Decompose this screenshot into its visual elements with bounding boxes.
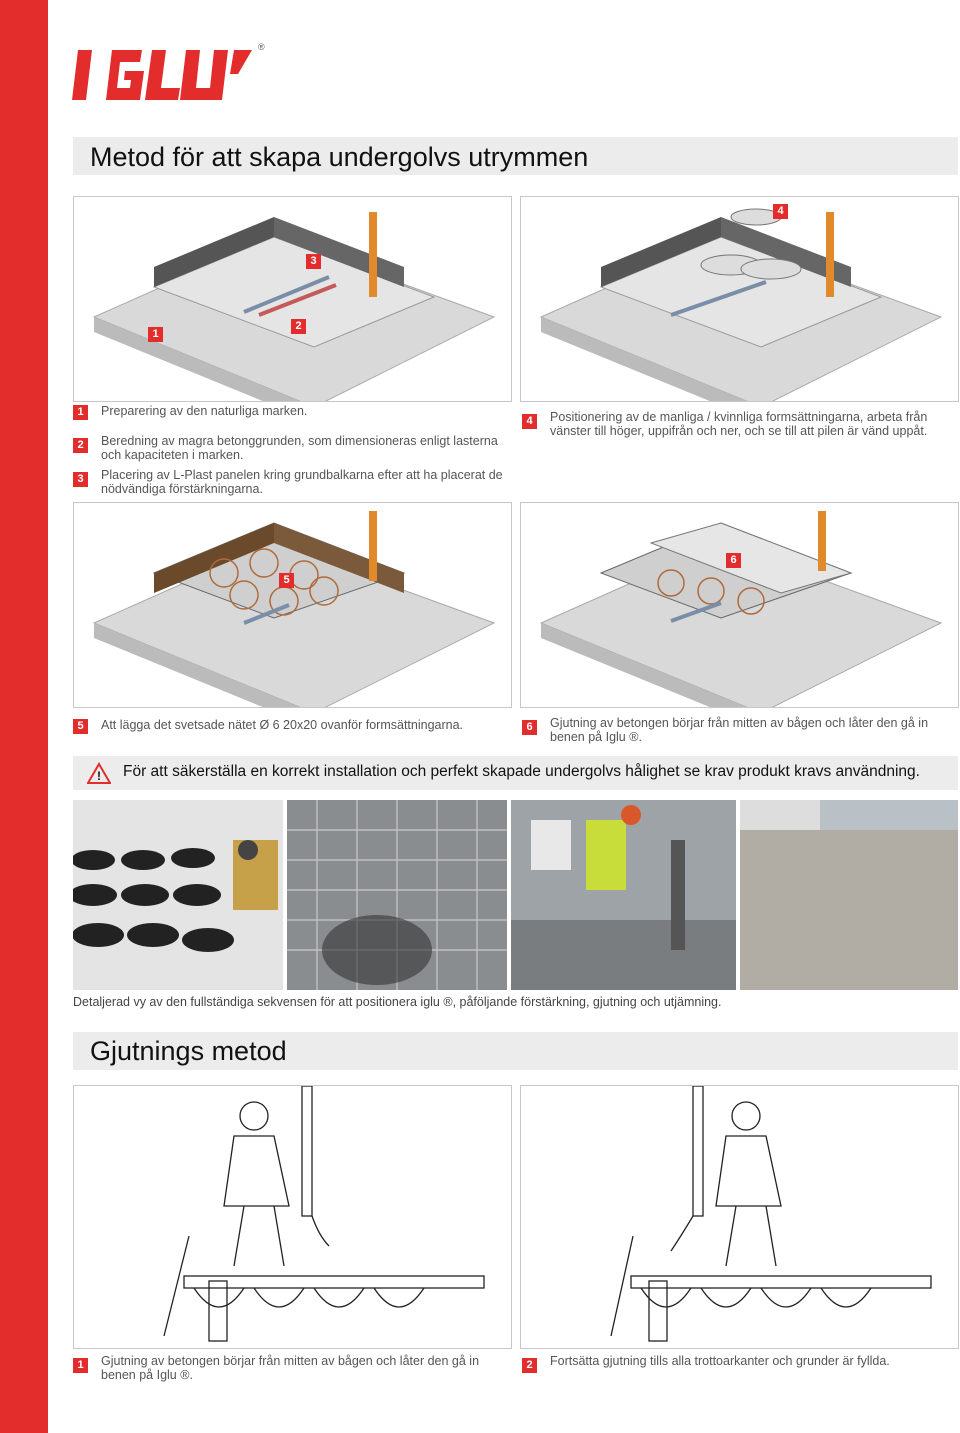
diagram-tag-6: 6 [726,553,741,568]
step-badge: 6 [522,720,537,735]
diagram-panel-5 [73,502,512,708]
step-4 [522,410,957,438]
registered-mark: ® [258,42,265,52]
step-badge: 1 [73,1358,88,1373]
step-5 [73,718,513,732]
step-text: Fortsätta gjutning tills alla trottoarkanter och grunder är fyllda. [550,1354,890,1368]
casting-step-1 [73,1354,513,1382]
step-3 [73,468,518,496]
photo-formwork [73,800,283,990]
photo-mesh [287,800,507,990]
photo-pouring [511,800,736,990]
step-badge: 4 [522,414,537,429]
diagram-panel-6 [520,502,959,708]
step-text: Preparering av den naturliga marken. [101,404,308,418]
section-title: Metod för att skapa undergolvs utrymmen [90,142,589,172]
step-badge: 2 [73,438,88,453]
warning-text: För att säkerställa en korrekt installation och perfekt skapade undergolvs hålighet se krav produkt kravs användning. [123,763,920,780]
step-2 [73,434,513,462]
diagram-panel-4 [520,196,959,402]
diagram-tag-1: 1 [148,327,163,342]
step-1 [73,404,513,418]
photo-leveling [740,800,958,990]
step-text: Att lägga det svetsade nätet Ø 6 20x20 ovanför formsättningarna. [101,718,464,732]
warning-bar [73,756,958,790]
diagram-panel-1-3 [73,196,512,402]
diagram-tag-4: 4 [773,204,788,219]
casting-illustration-2 [520,1085,959,1349]
casting-illustration-1 [73,1085,512,1349]
step-badge: 3 [73,472,88,487]
section-title-casting: Gjutnings metod [90,1036,287,1066]
step-text: Gjutning av betongen börjar från mitten av bågen och låter den gå in benen på Iglu ®. [550,716,929,744]
step-text: Placering av L-Plast panelen kring grundbalkarna efter att ha placerat de nödvändiga förstärkningarna. [101,468,503,496]
casting-step-2 [522,1354,957,1382]
step-text: Gjutning av betongen börjar från mitten av bågen och låter den gå in benen på Iglu ®. [101,1354,480,1382]
side-red-bar [0,0,48,1433]
step-6 [522,716,957,744]
diagram-tag-2: 2 [291,319,306,334]
page-number: 16 [17,1408,39,1428]
step-badge: 5 [73,719,88,734]
diagram-tag-3: 3 [306,254,321,269]
warning-icon [87,762,111,784]
step-badge: 2 [522,1358,537,1373]
step-text: Positionering av de manliga / kvinnliga formsättningarna, arbeta från vänster till höger, uppifrån och ner, och se till att pilen är vänd uppåt. [550,410,928,438]
photos-caption: Detaljerad vy av den fullständiga sekvensen för att positionera iglu ®, påföljande förstärkning, gjutning och utjämning. [73,995,722,1009]
iglu-logo [72,38,272,110]
diagram-tag-5: 5 [279,573,294,588]
step-text: Beredning av magra betonggrunden, som dimensioneras enligt lasterna och kapaciteten i marken. [101,434,498,462]
step-badge: 1 [73,405,88,420]
svg-text:!: ! [97,769,101,783]
